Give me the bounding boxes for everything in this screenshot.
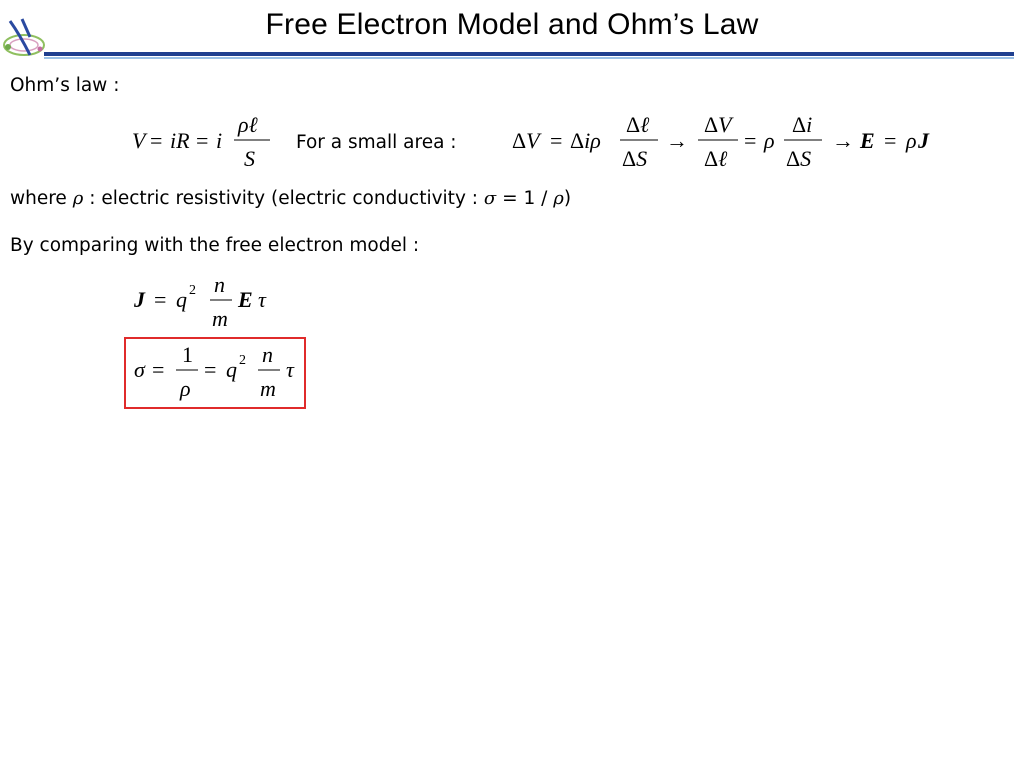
comparing-label: By comparing with the free electron model :	[10, 235, 420, 256]
svg-text:i: i	[216, 128, 223, 153]
sigma-symbol: σ	[483, 188, 497, 209]
svg-text:=: =	[744, 128, 757, 153]
svg-text:ρℓ: ρℓ	[238, 112, 258, 137]
svg-text:ρ: ρ	[764, 128, 775, 153]
rho-symbol: ρ	[72, 188, 84, 209]
svg-text:τ: τ	[258, 287, 266, 312]
small-area-equation	[512, 108, 952, 184]
svg-text:=: =	[154, 287, 167, 312]
ohms-law-equation	[132, 108, 282, 184]
svg-text:2: 2	[189, 283, 196, 298]
svg-text:m: m	[260, 376, 276, 401]
svg-text:=: =	[550, 128, 563, 153]
svg-text:=: =	[196, 128, 209, 153]
resistivity-definition	[10, 188, 571, 209]
svg-text:m: m	[212, 306, 228, 331]
where-eq: = 1 /	[502, 188, 548, 209]
conductivity-equation	[134, 342, 304, 410]
svg-text:=: =	[150, 128, 163, 153]
svg-text:ΔV: ΔV	[512, 128, 540, 153]
svg-text:E: E	[238, 287, 253, 312]
close-paren: )	[563, 188, 572, 209]
svg-text:=: =	[204, 357, 217, 382]
svg-text:Δℓ: Δℓ	[626, 112, 650, 137]
svg-text:=: =	[152, 357, 165, 382]
svg-text:σ: σ	[134, 357, 145, 382]
where-prefix: where	[10, 188, 67, 209]
svg-text:n: n	[214, 272, 225, 297]
svg-text:Δiρ: Δiρ	[570, 128, 601, 153]
svg-text:J: J	[918, 128, 929, 153]
small-area-label: For a small area :	[296, 132, 457, 153]
svg-text:2: 2	[239, 353, 246, 368]
svg-text:τ: τ	[286, 357, 294, 382]
rho-symbol-2: ρ	[553, 188, 564, 209]
svg-text:iR: iR	[170, 128, 190, 153]
current-density-equation	[134, 272, 294, 340]
svg-text:J: J	[134, 287, 145, 312]
svg-text:Δi: Δi	[792, 112, 813, 137]
svg-text:Δℓ: Δℓ	[704, 146, 728, 171]
svg-text:→: →	[666, 128, 688, 153]
slide-title: Free Electron Model and Ohm’s Law	[265, 8, 759, 41]
svg-text:q: q	[176, 287, 187, 312]
svg-text:E: E	[860, 128, 875, 153]
svg-text:ΔV: ΔV	[704, 112, 732, 137]
svg-text:1: 1	[182, 342, 193, 367]
svg-text:=: =	[884, 128, 897, 153]
svg-text:ρ: ρ	[906, 128, 917, 153]
svg-text:n: n	[262, 342, 273, 367]
title-divider-accent	[44, 57, 1014, 59]
svg-text:→: →	[832, 128, 854, 153]
svg-text:ΔS: ΔS	[786, 146, 812, 171]
where-middle: : electric resistivity (electric conductivity :	[89, 188, 479, 209]
svg-text:q: q	[226, 357, 237, 382]
svg-text:V: V	[132, 128, 146, 153]
title-divider	[44, 52, 1014, 56]
svg-text:S: S	[244, 146, 255, 171]
svg-text:ΔS: ΔS	[622, 146, 648, 171]
svg-text:ρ: ρ	[180, 376, 191, 401]
ohms-law-label: Ohm’s law :	[10, 75, 120, 96]
